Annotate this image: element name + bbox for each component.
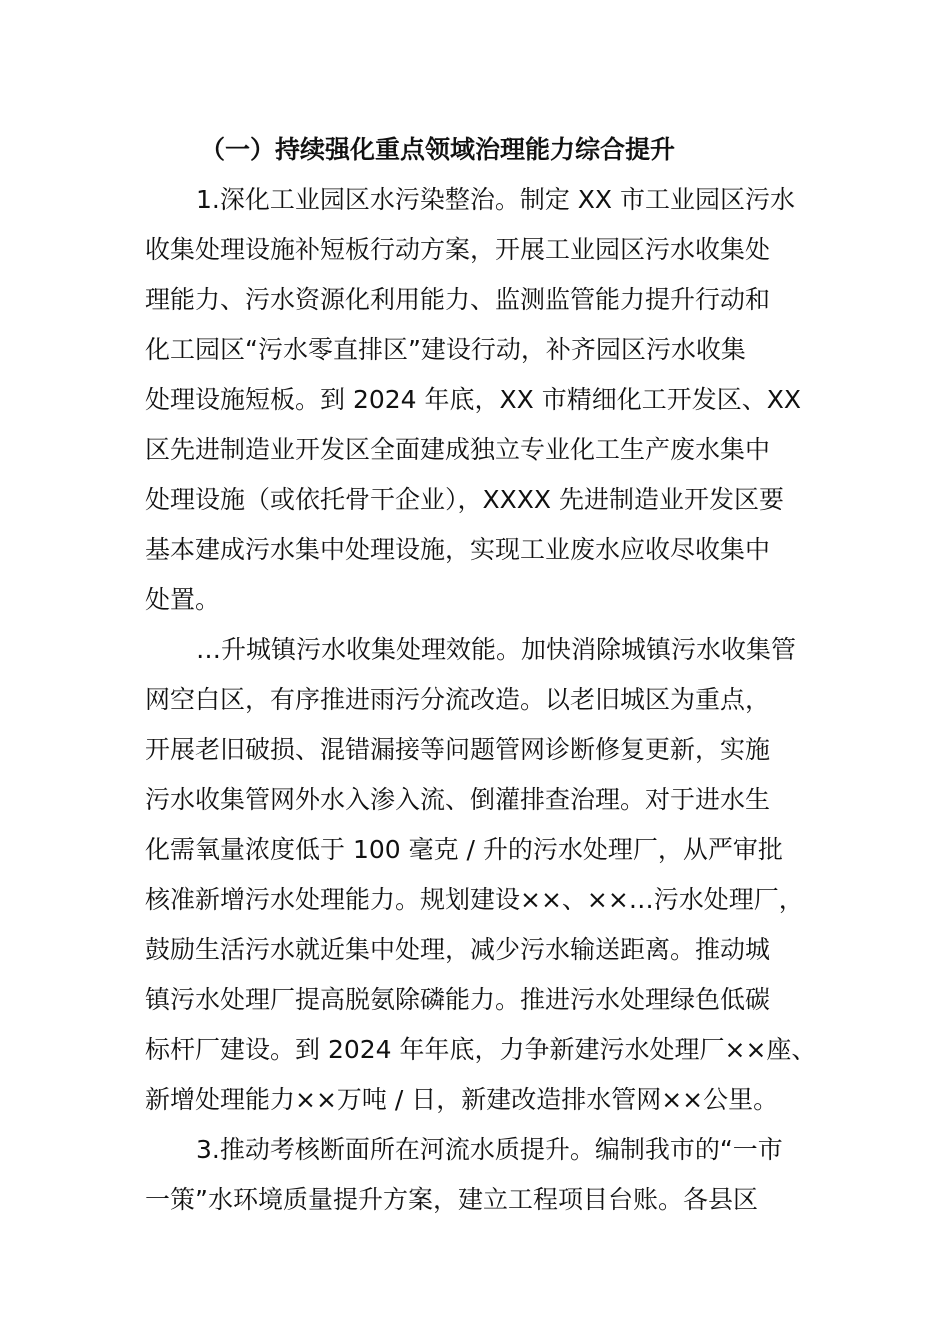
paragraph-3-line-1: 3.推动考核断面所在河流水质提升。编制我市的“一市 bbox=[196, 1135, 783, 1164]
paragraph-1-line-6: 区先进制造业开发区全面建成独立专业化工生产废水集中 bbox=[145, 435, 771, 464]
paragraph-1-line-7: 处理设施（或依托骨干企业），XXXX 先进制造业开发区要 bbox=[145, 485, 784, 514]
paragraph-2-line-5: 化需氧量浓度低于 100 毫克 / 升的污水处理厂，从严审批 bbox=[145, 835, 783, 864]
paragraph-2-line-1: …升城镇污水收集处理效能。加快消除城镇污水收集管 bbox=[196, 635, 797, 664]
paragraph-2-line-8: 镇污水处理厂提高脱氨除磷能力。推进污水处理绿色低碳 bbox=[145, 985, 771, 1014]
paragraph-3-line-2: 一策”水环境质量提升方案，建立工程项目台账。各县区 bbox=[145, 1185, 758, 1214]
paragraph-1-line-9: 处置。 bbox=[145, 585, 221, 614]
paragraph-2-line-2: 网空白区，有序推进雨污分流改造。以老旧城区为重点， bbox=[145, 685, 771, 714]
paragraph-1-line-2: 收集处理设施补短板行动方案，开展工业园区污水收集处 bbox=[145, 235, 771, 264]
paragraph-2-line-6: 核准新增污水处理能力。规划建设××、××…污水处理厂， bbox=[145, 885, 804, 914]
paragraph-2-line-9: 标杆厂建设。到 2024 年年底，力争新建污水处理厂××座、 bbox=[145, 1035, 817, 1064]
paragraph-2-line-10: 新增处理能力××万吨 / 日，新建改造排水管网××公里。 bbox=[145, 1085, 779, 1114]
paragraph-2-line-7: 鼓励生活污水就近集中处理，减少污水输送距离。推动城 bbox=[145, 935, 771, 964]
paragraph-1-line-8: 基本建成污水集中处理设施，实现工业废水应收尽收集中 bbox=[145, 535, 771, 564]
paragraph-2-line-4: 污水收集管网外水入渗入流、倒灌排查治理。对于进水生 bbox=[145, 785, 771, 814]
section-heading: （一）持续强化重点领域治理能力综合提升 bbox=[200, 135, 676, 164]
paragraph-1-line-1: 1.深化工业园区水污染整治。制定 XX 市工业园区污水 bbox=[196, 185, 796, 214]
paragraph-1-line-3: 理能力、污水资源化利用能力、监测监管能力提升行动和 bbox=[145, 285, 771, 314]
paragraph-2-line-3: 开展老旧破损、混错漏接等问题管网诊断修复更新，实施 bbox=[145, 735, 771, 764]
paragraph-1-line-4: 化工园区“污水零直排区”建设行动，补齐园区污水收集 bbox=[145, 335, 746, 364]
paragraph-1-line-5: 处理设施短板。到 2024 年底，XX 市精细化工开发区、XX bbox=[145, 385, 801, 414]
